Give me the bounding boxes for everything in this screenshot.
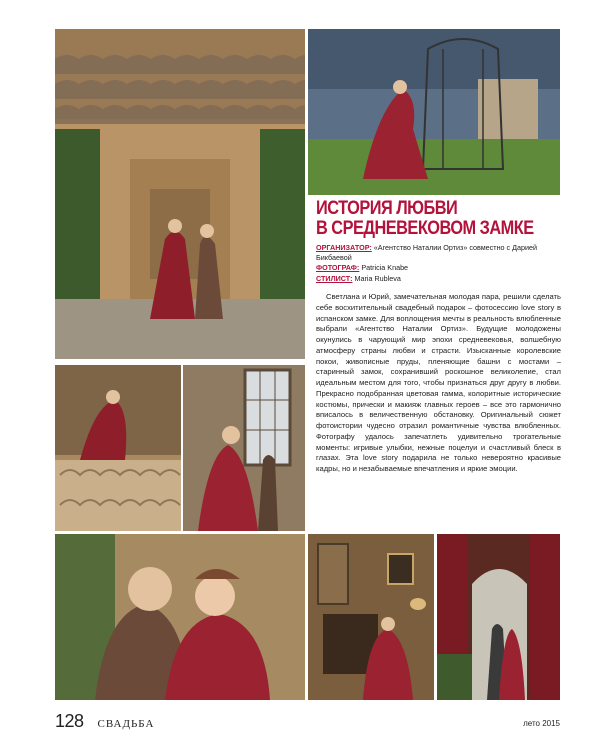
- article-credits: [316, 243, 561, 284]
- credit-organizer: [316, 243, 561, 263]
- photo-window: [183, 365, 305, 531]
- photo-piano: [308, 534, 434, 700]
- photo-castle-couple: [55, 29, 305, 359]
- headline-line-2: В СРЕДНЕВЕКОВОМ ЗАМКЕ: [316, 218, 534, 239]
- article-body: Светлана и Юрий, замечательная молодая пара, решили сделать себе восхитительный свадебный подарок – фотосессию love story в испанском замке. Для воплощения мечты в реальность влюбленные выбрали «Агентство Наталии Ортиз». Будущие молодожены окунулись в чарующий мир эпохи средневековья, волшебную атмосферу страны любви и страсти. Изысканные королевские покои, живописные пруды, пленяющие башни с мостами – старинный замок, сохранивший роскошное великолепие, стал идеальным местом для того, чтобы признаться друг другу в любви. Прекрасно подобранная цветовая гамма, колоритные исторические костюмы, прически и макияж главных героев – все это гармонично вписалось в величественную обстановку. Оригинальный сюжет фотоистории чудесно отразил романтичные чувства влюбленных. Фотографу удалось запечатлеть удивительно трогательные моменты: игривые улыбки, нежные поцелуи и счастливый блеск в глазах. Эта love story подарила не только невероятно красивые кадры, но и незабываемые впечатления и яркие эмоции.: [316, 292, 561, 473]
- magazine-name: СВАДЬБА: [97, 718, 155, 730]
- page-number: 128: [55, 711, 84, 731]
- credit-label: ОРГАНИЗАТОР:: [316, 243, 372, 252]
- credit-label: ФОТОГРАФ:: [316, 263, 360, 273]
- credit-value: Patricia Knabe: [361, 263, 409, 273]
- page-footer: [55, 711, 154, 732]
- credit-stylist: [316, 274, 561, 284]
- credit-photographer: [316, 263, 561, 273]
- article-headline: [316, 198, 534, 239]
- issue-label: лето 2015: [523, 719, 560, 728]
- credit-value: «Агентство Наталии Ортиз» совместно с Дарией Бикбаевой: [316, 243, 538, 263]
- photo-gazebo-couple: [308, 29, 560, 195]
- photo-balcony: [55, 365, 181, 531]
- photo-closeup: [55, 534, 305, 700]
- headline-line-1: ИСТОРИЯ ЛЮБВИ: [316, 198, 458, 219]
- credit-label: СТИЛИСТ:: [316, 273, 353, 283]
- credit-value: Maria Rubleva: [354, 273, 401, 283]
- photo-doorway: [437, 534, 560, 700]
